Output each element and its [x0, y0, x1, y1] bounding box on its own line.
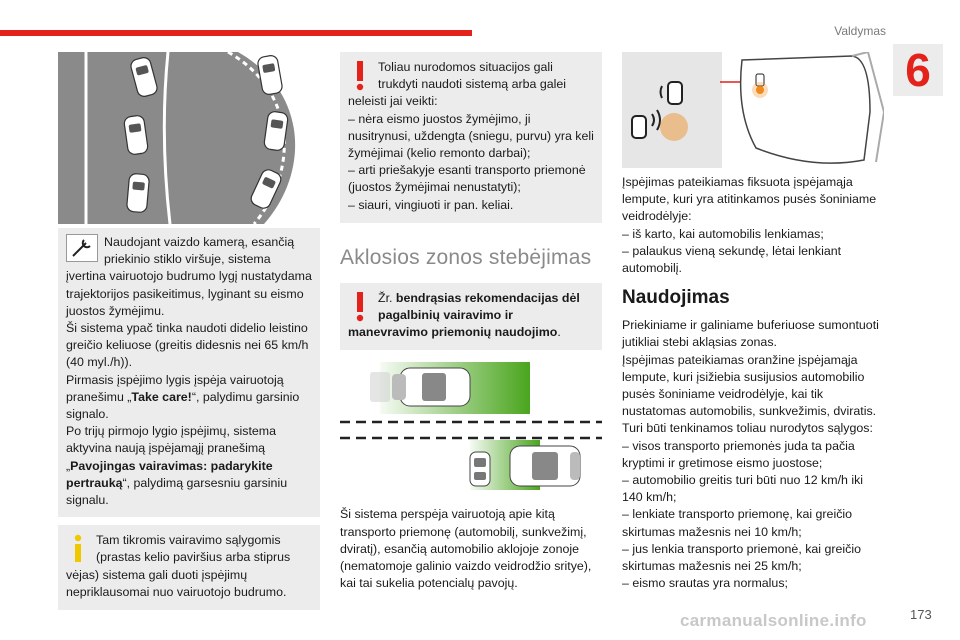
- blind-spot-illustration: [340, 360, 602, 496]
- condition-item: – lenkiate transporto priemonę, kai greičio skirtumas mažesnis nei 10 km/h;: [622, 507, 853, 539]
- lane-drift-illustration: [58, 52, 320, 224]
- usage-lamp: Įspėjimas pateikiamas oranžine įspėjamąja lempute, kuri įsižiebia susijusios automobilio pusės šoniniame veidrodėlyje, kai tik nustatomas automobilis, sunkvežimis, dviratis.: [622, 352, 877, 419]
- header-accent-bar: [0, 30, 472, 36]
- side-mirror: [741, 52, 884, 163]
- warning-item: – siauri, vingiuoti ir pan. keliai.: [348, 197, 514, 212]
- warning-item: – nėra eismo juostos žymėjimo, ji nusitrynusi, uždengta (sniegu, purvu) yra keli žymėjimai (kelio remonto darbai);: [348, 111, 594, 161]
- mirror-lamp-illustration: [622, 52, 884, 168]
- column-left: [58, 52, 320, 610]
- panel-background: [622, 52, 722, 168]
- reference-text: Žr. bendrąsias rekomendacijas dėl pagalbinių vairavimo ir manevravimo priemonių naudojimo.: [348, 290, 580, 340]
- lane-drift-drawing: [58, 52, 320, 224]
- section-title: Valdymas: [834, 24, 886, 38]
- warning-box-limitations: [340, 52, 602, 223]
- car-own: [470, 452, 490, 486]
- heading-blind-spot: Aklosios zonos stebėjimas: [340, 245, 592, 269]
- note-conditions-text: Tam tikromis vairavimo sąlygomis (prastas kelio paviršius arba stiprus vėjas) sistema gali duoti įspėjimų nepriklausomai nuo vairuotojo budrumo.: [66, 533, 291, 599]
- car-in-lane: [510, 446, 580, 486]
- condition-item: – jus lenkia transporto priemonė, kai greičio skirtumas mažesnis nei 25 km/h;: [622, 541, 861, 574]
- usage-sensors: Priekiniame ir galiniame buferiuose sumontuoti jutikliai stebi akląsias zonas.: [622, 318, 879, 350]
- warning-intro: Toliau nurodomos situacijos gali trukdyti naudoti sistemą arba galei neleisti jai veikti:: [348, 60, 567, 109]
- wrench-icon: [66, 234, 98, 262]
- condition-item: – visos transporto priemonės juda ta pačia kryptimi ir gretimose eismo juostose;: [622, 438, 855, 470]
- reference-box: [340, 283, 602, 351]
- note-box-conditions: [58, 525, 320, 610]
- column-right: [622, 52, 884, 592]
- info-second-warning: Po trijų pirmojo lygio įspėjimų, sistema aktyvina naują įspėjamąjį pranešimą „Pavojingas vairavimas: padarykite pertrauką“, palydimą garsesniu garsiniu signalu.: [66, 424, 288, 508]
- car-overtaking: [370, 368, 470, 406]
- info-box-camera: [58, 228, 320, 517]
- warning-icon: [348, 59, 372, 91]
- info-speed-text: Ši sistema ypač tinka naudoti didelio leistino greičio keliuose (greitis didesnis nei 65 km/h (40 myl./h)).: [66, 321, 309, 370]
- warning-icon: [348, 290, 372, 322]
- heading-usage: Naudojimas: [622, 287, 730, 309]
- blind-spot-description: Ši sistema perspėja vairuotoją apie kitą transporto priemonę (automobilį, sunkvežimį, dviratį), esančią automobilio aklojoje zonoje (nematomoje galinio vaizdo veidrodžio sritye), kai tai sukelia potencialų pavojų.: [340, 507, 592, 591]
- condition-item: – automobilio greitis turi būti nuo 12 km/h iki 140 km/h;: [622, 473, 864, 505]
- page-number: 173: [910, 607, 932, 622]
- lamp-item: – iš karto, kai automobilis lenkiamas;: [622, 226, 824, 241]
- watermark: carmanualsonline.info: [680, 611, 867, 630]
- condition-item: – eismo srautas yra normalus;: [622, 576, 788, 591]
- chapter-number-tab: 6: [893, 44, 943, 96]
- column-middle: [340, 52, 602, 592]
- info-camera-text: Naudojant vaizdo kamerą, esančią priekinio stiklo viršuje, sistema įvertina vairuotojo budrumo lygį nustatydama trajektorijos pasikeitimus, lyginant su eismo juostos žymėjimu.: [66, 235, 312, 318]
- info-first-warning: Pirmasis įspėjimo lygis įspėja vairuotoją pranešimu „Take care!“, palydimu garsinio signalo.: [66, 372, 300, 422]
- lamp-description: Įspėjimas pateikiamas fiksuota įspėjamąja lempute, kuri yra atitinkamos pusės šoniniame veidrodėlyje:: [622, 175, 877, 224]
- usage-conditions-intro: Turi būti tenkinamos toliau nurodytos sąlygos:: [622, 421, 873, 436]
- warning-item: – arti priešakyje esanti transporto priemonė (juostos žymėjimai nenustatyti);: [348, 163, 586, 195]
- lamp-item: – palaukus vieną sekundę, lėtai lenkiant automobilį.: [622, 243, 842, 276]
- info-icon: [66, 532, 90, 564]
